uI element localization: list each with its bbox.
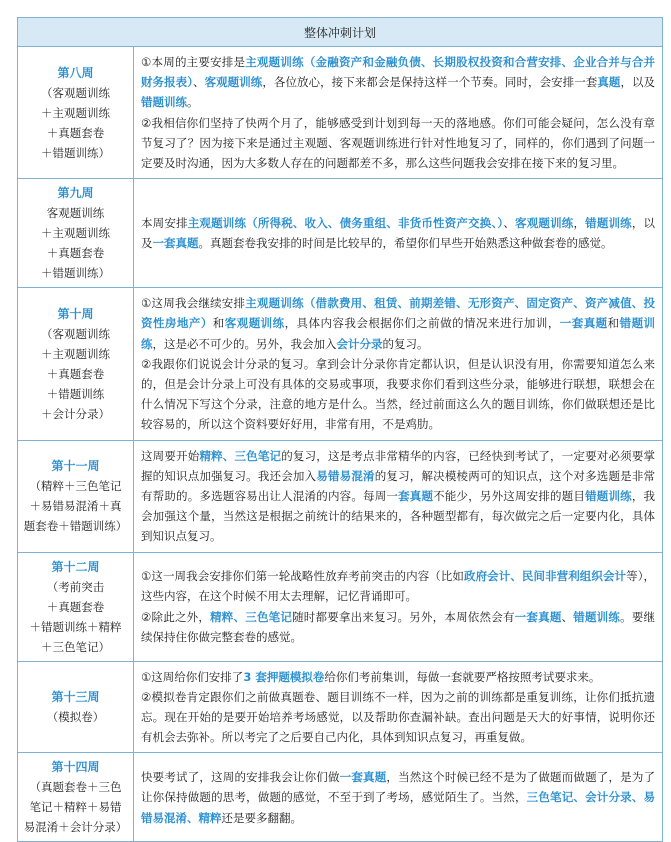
plan-paragraph <box>141 354 655 435</box>
highlighted-text: 会计分录 <box>336 336 383 351</box>
body-text: ①这周我会继续安排 <box>141 296 246 311</box>
week-task-line: 客观题训练 <box>46 206 105 221</box>
plan-content-cell <box>134 661 663 753</box>
body-text: 的复习。 <box>382 336 429 351</box>
plan-paragraph <box>141 566 655 606</box>
body-text: 、 <box>503 216 516 231</box>
week-cell <box>18 753 134 842</box>
week-task-line: （精粹＋三色笔记 <box>29 479 122 494</box>
plan-content-cell <box>134 753 663 842</box>
highlighted-text: 主观题训练（所得税、收入、债务重组、非货币性资产交换、） <box>187 216 504 231</box>
table-row <box>18 47 663 179</box>
week-task-line: 易混淆＋会计分录） <box>23 820 128 835</box>
week-task-line: （考前突击 <box>46 579 105 594</box>
body-text: 。要继续保持住你做完整套卷的感觉。 <box>141 609 656 644</box>
table-title: 整体冲刺计划 <box>18 18 663 47</box>
highlighted-text: 精粹、三色笔记 <box>210 609 293 624</box>
highlighted-text: 套真题 <box>398 489 434 504</box>
highlighted-text: 精粹、三色笔记 <box>199 448 282 463</box>
highlighted-text: 政府会计、民间非营利组织会计 <box>464 569 627 584</box>
body-text: 和 <box>607 316 620 331</box>
body-text: ②我跟你们说说会计分录的复习。拿到会计分录你肯定都认识，但是认识没有用，你需要知道怎么来的，但是会计分录上可没有具体的交易或事项，我要求你们看到这些分录，能够进行联想，联想会在什么情况下写这个分录，注意的地方是什么。当然，经过前面这么久的题目训练，你们做联想还是比较容易的，所以这个资料要好好用，非常有用，不是鸡肋。 <box>141 356 656 432</box>
body-text: ①这周给你们安排了 <box>141 669 244 684</box>
body-text: 的复习，这是考点非常精华的内容，已经快到考试了，一定要对必须要掌握的知识点加强复习。我还会加入 <box>141 448 656 483</box>
body-text: ②除此之外， <box>141 609 211 624</box>
body-text: ①这一周我会安排你们第一轮战略性放弃考前突击的内容（比如 <box>141 569 465 584</box>
week-cell <box>18 47 134 179</box>
week-task-line: ＋易错易混淆＋真 <box>29 499 122 514</box>
plan-content-cell <box>134 440 663 552</box>
week-task-line: ＋真题套卷 <box>46 125 105 140</box>
highlighted-text: 真题 <box>597 75 621 90</box>
highlighted-text: 错题训练 <box>141 95 187 110</box>
week-label: 第十四周 <box>51 760 100 775</box>
week-task-line: ＋主观题训练 <box>41 226 110 241</box>
week-task-line: （客观题训练 <box>41 326 110 341</box>
body-text: ，我会加强这个量，当然这是根据之前统计的结果来的，各种题型都有，每次做完之后一定要内化，具体到知识点复习。 <box>141 489 656 544</box>
week-task-line: ＋真题套卷 <box>46 599 105 614</box>
body-text: 快要考试了，这周的安排我会让你们做 <box>141 770 340 785</box>
body-text: 给你们考前集训，每做一套就要严格按照考试要求来。 <box>324 669 601 684</box>
highlighted-text: 一套真题 <box>559 316 608 331</box>
week-task-line: ＋错题训练 <box>46 386 105 401</box>
body-text: ②模拟卷肯定跟你们之前做真题卷、题目训练不一样，因为之前的训练都是重复训练，让你们抵抗遗忘。现在开始的是要开始培养考场感觉，以及帮助你查漏补缺。查出问题是天大的好事情，说明你还有机会去弥补。所以考完了之后要自己内化，具体到知识点复习，再重复做。 <box>141 689 656 745</box>
plan-paragraph <box>141 446 655 547</box>
highlighted-text: 错题训练 <box>141 316 656 351</box>
body-text: ，当然这个时候已经不是为了做题而做题了，是为了让你保持做题的思考，做题的感觉，不至于到了考场，感觉陌生了。当然， <box>141 770 656 805</box>
week-task-line: （模拟卷） <box>46 710 105 725</box>
week-task-line: ＋错题训练＋精粹 <box>29 619 122 634</box>
highlighted-text: 主观题训练（借款费用、租赁、前期差错、无形资产、固定资产、资产减值、投资性房地产） <box>141 296 656 331</box>
highlighted-text: 客观题训练 <box>515 216 574 231</box>
week-task-line: ＋错题训练） <box>41 266 110 281</box>
highlighted-text: 三色笔记、会计分录、易错易混淆、精粹 <box>141 790 656 825</box>
body-text: 。 <box>187 95 199 110</box>
week-cell <box>18 288 134 440</box>
plan-paragraph <box>141 767 655 828</box>
body-text: ①本周的主要安排是 <box>141 55 246 69</box>
week-label: 第九周 <box>57 186 94 201</box>
table-row <box>18 440 663 552</box>
plan-content-cell <box>134 288 663 440</box>
plan-content-cell <box>134 552 663 661</box>
plan-content-cell <box>134 179 663 288</box>
body-text: 、 <box>561 609 574 624</box>
week-task-line: ＋三色笔记） <box>41 639 110 654</box>
table-row <box>18 552 663 661</box>
week-task-line: ＋会计分录） <box>41 406 110 421</box>
highlighted-text: 一套真题 <box>152 236 199 251</box>
week-cell <box>18 661 134 753</box>
table-row <box>18 661 663 753</box>
week-label: 第八周 <box>57 65 94 80</box>
body-text: ，具体内容我会根据你们之前做的情况来进行加训， <box>284 316 560 331</box>
highlighted-text: 一套真题 <box>339 770 387 785</box>
highlighted-text: 一套真题 <box>514 609 562 624</box>
body-text: 和 <box>212 316 225 331</box>
body-text: ， <box>573 216 586 231</box>
highlighted-text: 错题训练 <box>573 609 621 624</box>
body-text: 。真题套卷我安排的时间是比较早的，希望你们早些开始熟悉这种做套卷的感觉。 <box>198 236 613 251</box>
highlighted-text: 客观题训练 <box>204 75 263 90</box>
week-cell <box>18 179 134 288</box>
plan-paragraph <box>141 52 655 113</box>
body-text: ，这是必不可少的。另外，我会加入 <box>152 336 337 351</box>
highlighted-text: 易错易混淆 <box>316 468 375 483</box>
week-task-line: 笔记＋精粹＋易错 <box>29 800 122 815</box>
body-text: ，以及 <box>141 216 656 251</box>
plan-content-cell <box>134 47 663 179</box>
table-row <box>18 753 663 842</box>
highlighted-text: 主观题训练（金融资产和金融负债、长期股权投资和合营安排、企业合并与合并财务报表） <box>141 55 656 90</box>
table-row <box>18 179 663 288</box>
body-text: 的复习，解决模棱两可的知识点，这个对多选题是非常有帮助的。多选题容易出让人混淆的内容。每周一 <box>141 468 656 504</box>
week-task-line: （真题套卷＋三色 <box>29 780 122 795</box>
week-task-line: （客观题训练 <box>41 85 110 100</box>
body-text: 、 <box>193 75 205 90</box>
plan-paragraph <box>141 113 655 174</box>
plan-paragraph <box>141 293 655 354</box>
week-task-line: 题套卷＋错题训练） <box>23 519 128 534</box>
body-text: ，以及 <box>620 75 656 90</box>
plan-paragraph <box>141 667 655 687</box>
highlighted-text: 3 套押题模拟卷 <box>243 669 325 684</box>
body-text: 随时都要拿出来复习。另外，本周依然会有 <box>292 609 515 624</box>
plan-paragraph <box>141 607 655 647</box>
week-task-line: ＋真题套卷 <box>46 246 105 261</box>
table-row <box>18 288 663 440</box>
study-plan-table <box>17 17 663 842</box>
week-label: 第十三周 <box>51 690 100 705</box>
highlighted-text: 客观题训练 <box>224 316 285 331</box>
body-text: 这周要开始 <box>141 448 200 463</box>
highlighted-text: 错题训练 <box>585 489 632 504</box>
week-task-line: ＋错题训练） <box>41 145 110 160</box>
week-task-line: ＋真题套卷 <box>46 366 105 381</box>
highlighted-text: 错题训练 <box>585 216 632 231</box>
table-body <box>18 47 663 842</box>
plan-paragraph <box>141 213 655 253</box>
body-text: 等），这些内容，在这个时候不用太去理解，记忆背诵即可。 <box>141 569 656 604</box>
body-text: 本周安排 <box>141 216 188 231</box>
week-task-line: ＋主观题训练 <box>41 346 110 361</box>
week-cell <box>18 552 134 661</box>
body-text: ，各位放心，接下来都会是保持这样一个节奏。同时，会安排一套 <box>262 75 598 90</box>
body-text: 不能少，另外这周安排的题目 <box>433 489 586 504</box>
week-label: 第十一周 <box>51 459 100 474</box>
body-text: ②我相信你们坚持了快两个月了，能够感受到计划到每一天的落地感。你们可能会疑问，怎么没有章节复习了？因为接下来是通过主观题、客观题训练进行针对性地复习了，同样的，你们遇到了问题一定要及时沟通，因为大多数人存在的问题都差不多，那么这些问题我会安排在接下来的复习里。 <box>141 115 656 171</box>
body-text: 还是要多翻翻。 <box>221 810 302 825</box>
week-task-line: ＋主观题训练 <box>41 105 110 120</box>
week-label: 第十二周 <box>51 559 100 574</box>
week-label: 第十周 <box>57 306 94 321</box>
plan-paragraph <box>141 687 655 748</box>
week-cell <box>18 440 134 552</box>
